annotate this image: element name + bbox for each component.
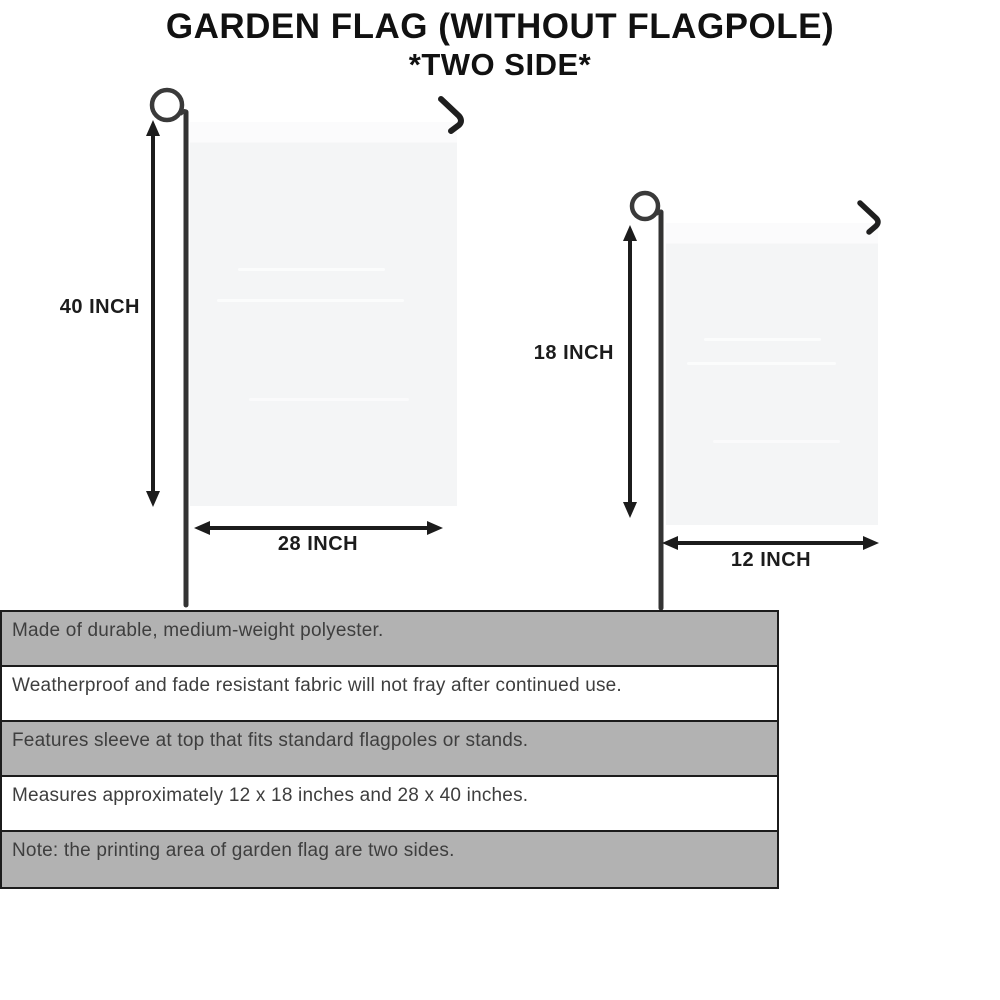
arrow-head-up-icon: [623, 225, 637, 241]
small-flag-hook-icon: [860, 203, 878, 232]
title-line-2: *TWO SIDE*: [408, 46, 592, 82]
small-flag-height-label: 18 INCH: [533, 342, 614, 364]
large-flag-height-label: 40 INCH: [59, 296, 140, 318]
small-flagpole-loop-icon: [632, 193, 658, 219]
arrow-head-right-icon: [863, 536, 879, 550]
arrow-head-right-icon: [427, 521, 443, 535]
feature-row: Weatherproof and fade resistant fabric will not fray after continued use.: [2, 667, 777, 722]
arrow-head-left-icon: [194, 521, 210, 535]
feature-row: Features sleeve at top that fits standard flagpoles or stands.: [2, 722, 777, 777]
large-flagpole-loop-icon: [152, 90, 182, 120]
small-flag-width-label: 12 INCH: [730, 549, 812, 571]
arrow-head-down-icon: [146, 491, 160, 507]
arrow-head-left-icon: [662, 536, 678, 550]
arrow-head-up-icon: [146, 120, 160, 136]
feature-row: Note: the printing area of garden flag are two sides.: [2, 832, 777, 887]
large-flag-width-label: 28 INCH: [277, 533, 359, 555]
feature-row: Made of durable, medium-weight polyester.: [2, 612, 777, 667]
large-flag-hook-icon: [441, 99, 461, 131]
feature-table: [0, 610, 779, 889]
arrow-head-down-icon: [623, 502, 637, 518]
title-line-1: GARDEN FLAG (WITHOUT FLAGPOLE): [165, 7, 835, 46]
feature-row: Measures approximately 12 x 18 inches and 28 x 40 inches.: [2, 777, 777, 832]
